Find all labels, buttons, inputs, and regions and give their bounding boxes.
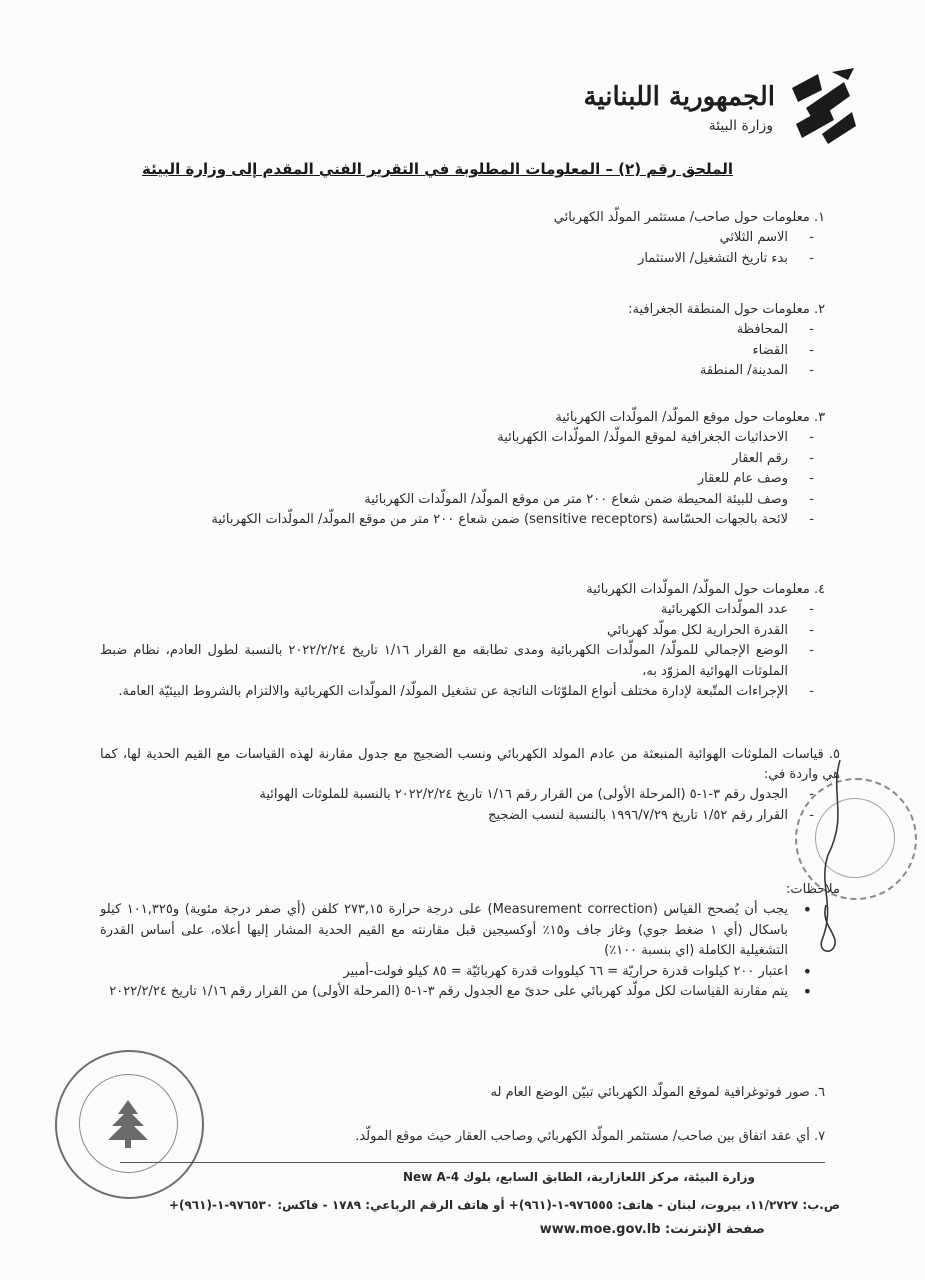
list-item: - عدد المولّدات الكهربائية [100, 600, 840, 621]
list-item: • اعتبار ٢٠٠ كيلوات قدرة حراريّة = ٦٦ كيلووات قدرة كهربائيّة = ٨٥ كيلو فولت-أمبير [100, 962, 840, 983]
notes-list [100, 900, 840, 1003]
section-number: ٧. [814, 1129, 826, 1144]
list-item: - القرار رقم ١/٥٢ تاريخ ١٩٩٦/٧/٢٩ بالنسبة لنسب الضجيج [100, 806, 840, 827]
list-item: • يتم مقارنة القياسات لكل مولّد كهربائي على حدىً مع الجدول رقم ٣-١-٥ (المرحلة الأولى) من القرار رقم ١/١٦ تاريخ ٢٠٢٢/٢/٢٤ [100, 982, 840, 1003]
section-measurements [100, 745, 840, 826]
section-number: ٣. [814, 410, 826, 425]
list-item: - وصف عام للعقار [100, 469, 840, 490]
section-heading: معلومات حول موقع المولّد/ المولّدات الكهربائية [555, 410, 810, 425]
section-heading: أي عقد اتفاق بين صاحب/ مستثمر المولّد الكهربائي وصاحب العقار حيث موقع المولّد. [355, 1129, 810, 1144]
cedar-tree-icon [100, 1096, 156, 1152]
section-heading: قياسات الملوثات الهوائية المنبعثة من عادم المولد الكهربائي ونسب الضجيج مع جدول مقارنة لهذه القياسات مع القيم الحدية لها، كما هي واردة في: [100, 747, 840, 782]
list-item: - الجدول رقم ٣-١-٥ (المرحلة الأولى) من القرار رقم ١/١٦ تاريخ ٢٠٢٢/٢/٢٤ بالنسبة للملوثات الهوائية [100, 785, 840, 806]
section-number: ٢. [814, 302, 826, 317]
footer-website: صفحة الإنترنت: www.moe.gov.lb [539, 1222, 765, 1237]
section-number: ١. [814, 210, 826, 225]
footer-divider [120, 1162, 825, 1163]
section-list [100, 600, 840, 703]
section-number: ٦. [814, 1085, 826, 1100]
list-item: - القدرة الحرارية لكل مولّد كهربائي [100, 621, 840, 642]
section-heading: معلومات حول صاحب/ مستثمر المولّد الكهربائي [553, 210, 810, 225]
section-heading: معلومات حول المولّد/ المولّدات الكهربائية [586, 582, 810, 597]
section-owner-info [100, 208, 840, 269]
list-item: - الاحداثيات الجغرافية لموقع المولّد/ المولّدات الكهربائية [100, 428, 840, 449]
list-item: - الاسم الثلاثي [100, 228, 840, 249]
section-list [100, 320, 840, 382]
notes-heading: ملاحظات: [786, 882, 840, 897]
section-agreement [100, 1127, 840, 1147]
page-title: الملحق رقم (٢) – المعلومات المطلوبة في التقرير الفني المقدم إلى وزارة البيئة [142, 160, 733, 178]
list-item: - القضاء [100, 341, 840, 362]
section-number: ٥. [828, 747, 840, 762]
section-photos [100, 1083, 840, 1103]
section-notes [100, 880, 840, 1003]
section-number: ٤. [814, 582, 826, 597]
republic-name: الجمهورية اللبنانية [583, 82, 775, 112]
list-item: - وصف للبيئة المحيطة ضمن شعاع ٢٠٠ متر من موقع المولّد/ المولّدات الكهربائية [100, 490, 840, 511]
section-heading: معلومات حول المنطقة الجغرافية: [628, 302, 810, 317]
list-item: - المحافظة [100, 320, 840, 341]
ministry-seal-icon [55, 1050, 204, 1199]
section-list [100, 785, 840, 826]
section-generators [100, 580, 840, 703]
list-item: - الوضع الإجمالي للمولّد/ المولّدات الكهربائية ومدى تطابقه مع القرار ١/١٦ تاريخ ٢٠٢٢/٢/٢٤ بالنسبة لطول العادم، نظام ضبط الملوثات الهوائية المزوّد به، [100, 641, 840, 682]
list-item: - المدينة/ المنطقة [100, 361, 840, 382]
section-geographic-area [100, 300, 840, 382]
footer-address: وزارة البيئة، مركز اللعازارية، الطابق السابع، بلوك New A-4 [403, 1170, 755, 1184]
section-list [100, 428, 840, 531]
ministry-name: وزارة البيئة [708, 118, 773, 134]
list-item: - رقم العقار [100, 449, 840, 470]
list-item: - الإجراءات المتّبعة لإدارة مختلف أنواع الملوّثات الناتجة عن تشغيل المولّد/ المولّدات الكهربائية والالتزام بالشروط البيئيّة العامة. [100, 682, 840, 703]
list-item: - بدء تاريخ التشغيل/ الاستثمار [100, 249, 840, 270]
section-generator-site [100, 408, 840, 531]
section-heading: صور فوتوغرافية لموقع المولّد الكهربائي تبيّن الوضع العام له [490, 1085, 810, 1100]
signature-icon [800, 755, 860, 965]
section-list [100, 228, 840, 269]
list-item: - لائحة بالجهات الحسّاسة (sensitive receptors) ضمن شعاع ٢٠٠ متر من موقع المولّد/ المولّدات الكهربائية [100, 510, 840, 531]
list-item: • يجب أن يُصحح القياس (Measurement correction) على درجة حرارة ٢٧٣,١٥ كلفن (أي صفر درجة مئوية) و١٠١,٣٢٥ كيلو باسكال (أي ١ ضغط جوي) وغاز جاف و١٥٪ أوكسيجين قبل مقارنته مع القيم الحدية المشار إليها أعلاه، على أساس القدرة التشغيلية الكاملة (اي بنسبة ١٠٠٪) [100, 900, 840, 962]
footer-contact: ص.ب: ١١/٢٧٢٧، بيروت، لبنان - هاتف: ٩٧٦٥٥٥-١-(٩٦١)+ أو هاتف الرقم الرباعي: ١٧٨٩ - فاكس: ٩٧٦٥٣٠-١-(٩٦١)+ [168, 1198, 840, 1212]
ministry-logo-icon [788, 68, 858, 146]
